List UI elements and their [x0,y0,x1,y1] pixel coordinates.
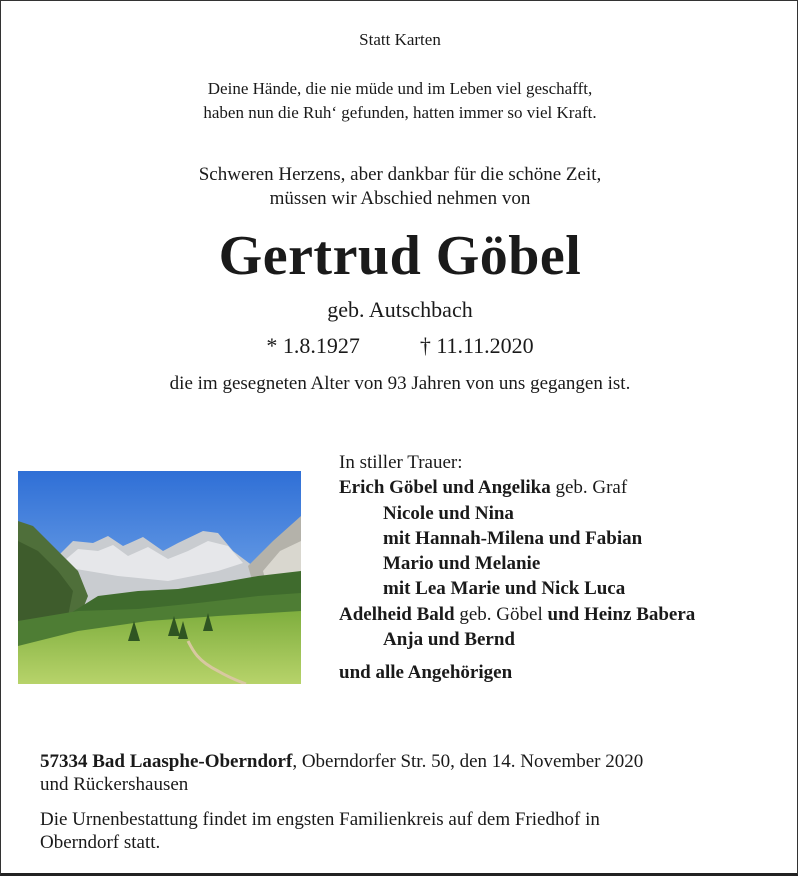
poem [0,77,800,125]
mountain-landscape-photo [18,471,301,684]
address-line: 57334 Bad Laasphe-Oberndorf, Oberndorfer Str. 50, den 14. November 2020 [40,751,644,772]
intro-line: Schweren Herzens, aber dankbar für die schöne Zeit, [198,164,602,185]
address-block [40,750,760,796]
poem-line: Deine Hände, die nie müde und im Leben viel geschafft, [207,79,593,98]
age-line: die im gesegneten Alter von 93 Jahren von uns gegangen ist. [169,373,631,394]
life-dates [0,332,800,360]
mourner-line: und alle Angehörigen [339,662,513,684]
mourner-line: Mario und Melanie [383,553,541,575]
maiden-name: geb. Autschbach [327,297,473,322]
mourner-line: Adelheid Bald geb. Göbel und Heinz Babera [339,603,696,625]
intro-line: müssen wir Abschied nehmen von [269,188,531,209]
poem-line: haben nun die Ruh‘ gefunden, hatten immer so viel Kraft. [203,103,597,122]
mourners-list [339,450,789,686]
mourners-heading: In stiller Trauer: [339,452,463,473]
mourner-line: Erich Göbel und Angelika geb. Graf [339,477,628,499]
death-date: † 11.11.2020 [419,333,534,358]
address-line: und Rückershausen [40,774,189,795]
burial-line: Die Urnenbestattung findet im engsten Familienkreis auf dem Friedhof in [40,809,600,830]
mourner-line: mit Lea Marie und Nick Luca [383,578,626,600]
mourner-line: Anja und Bernd [383,629,515,651]
mourner-line: mit Hannah-Milena und Fabian [383,527,643,549]
burial-line: Oberndorf statt. [40,832,161,853]
burial-note [40,808,760,854]
header-text: Statt Karten [359,30,441,49]
birth-date: * 1.8.1927 [266,333,360,358]
mourner-line: Nicole und Nina [383,502,514,524]
deceased-name: Gertrud Göbel [218,225,582,287]
intro-text [0,163,800,211]
